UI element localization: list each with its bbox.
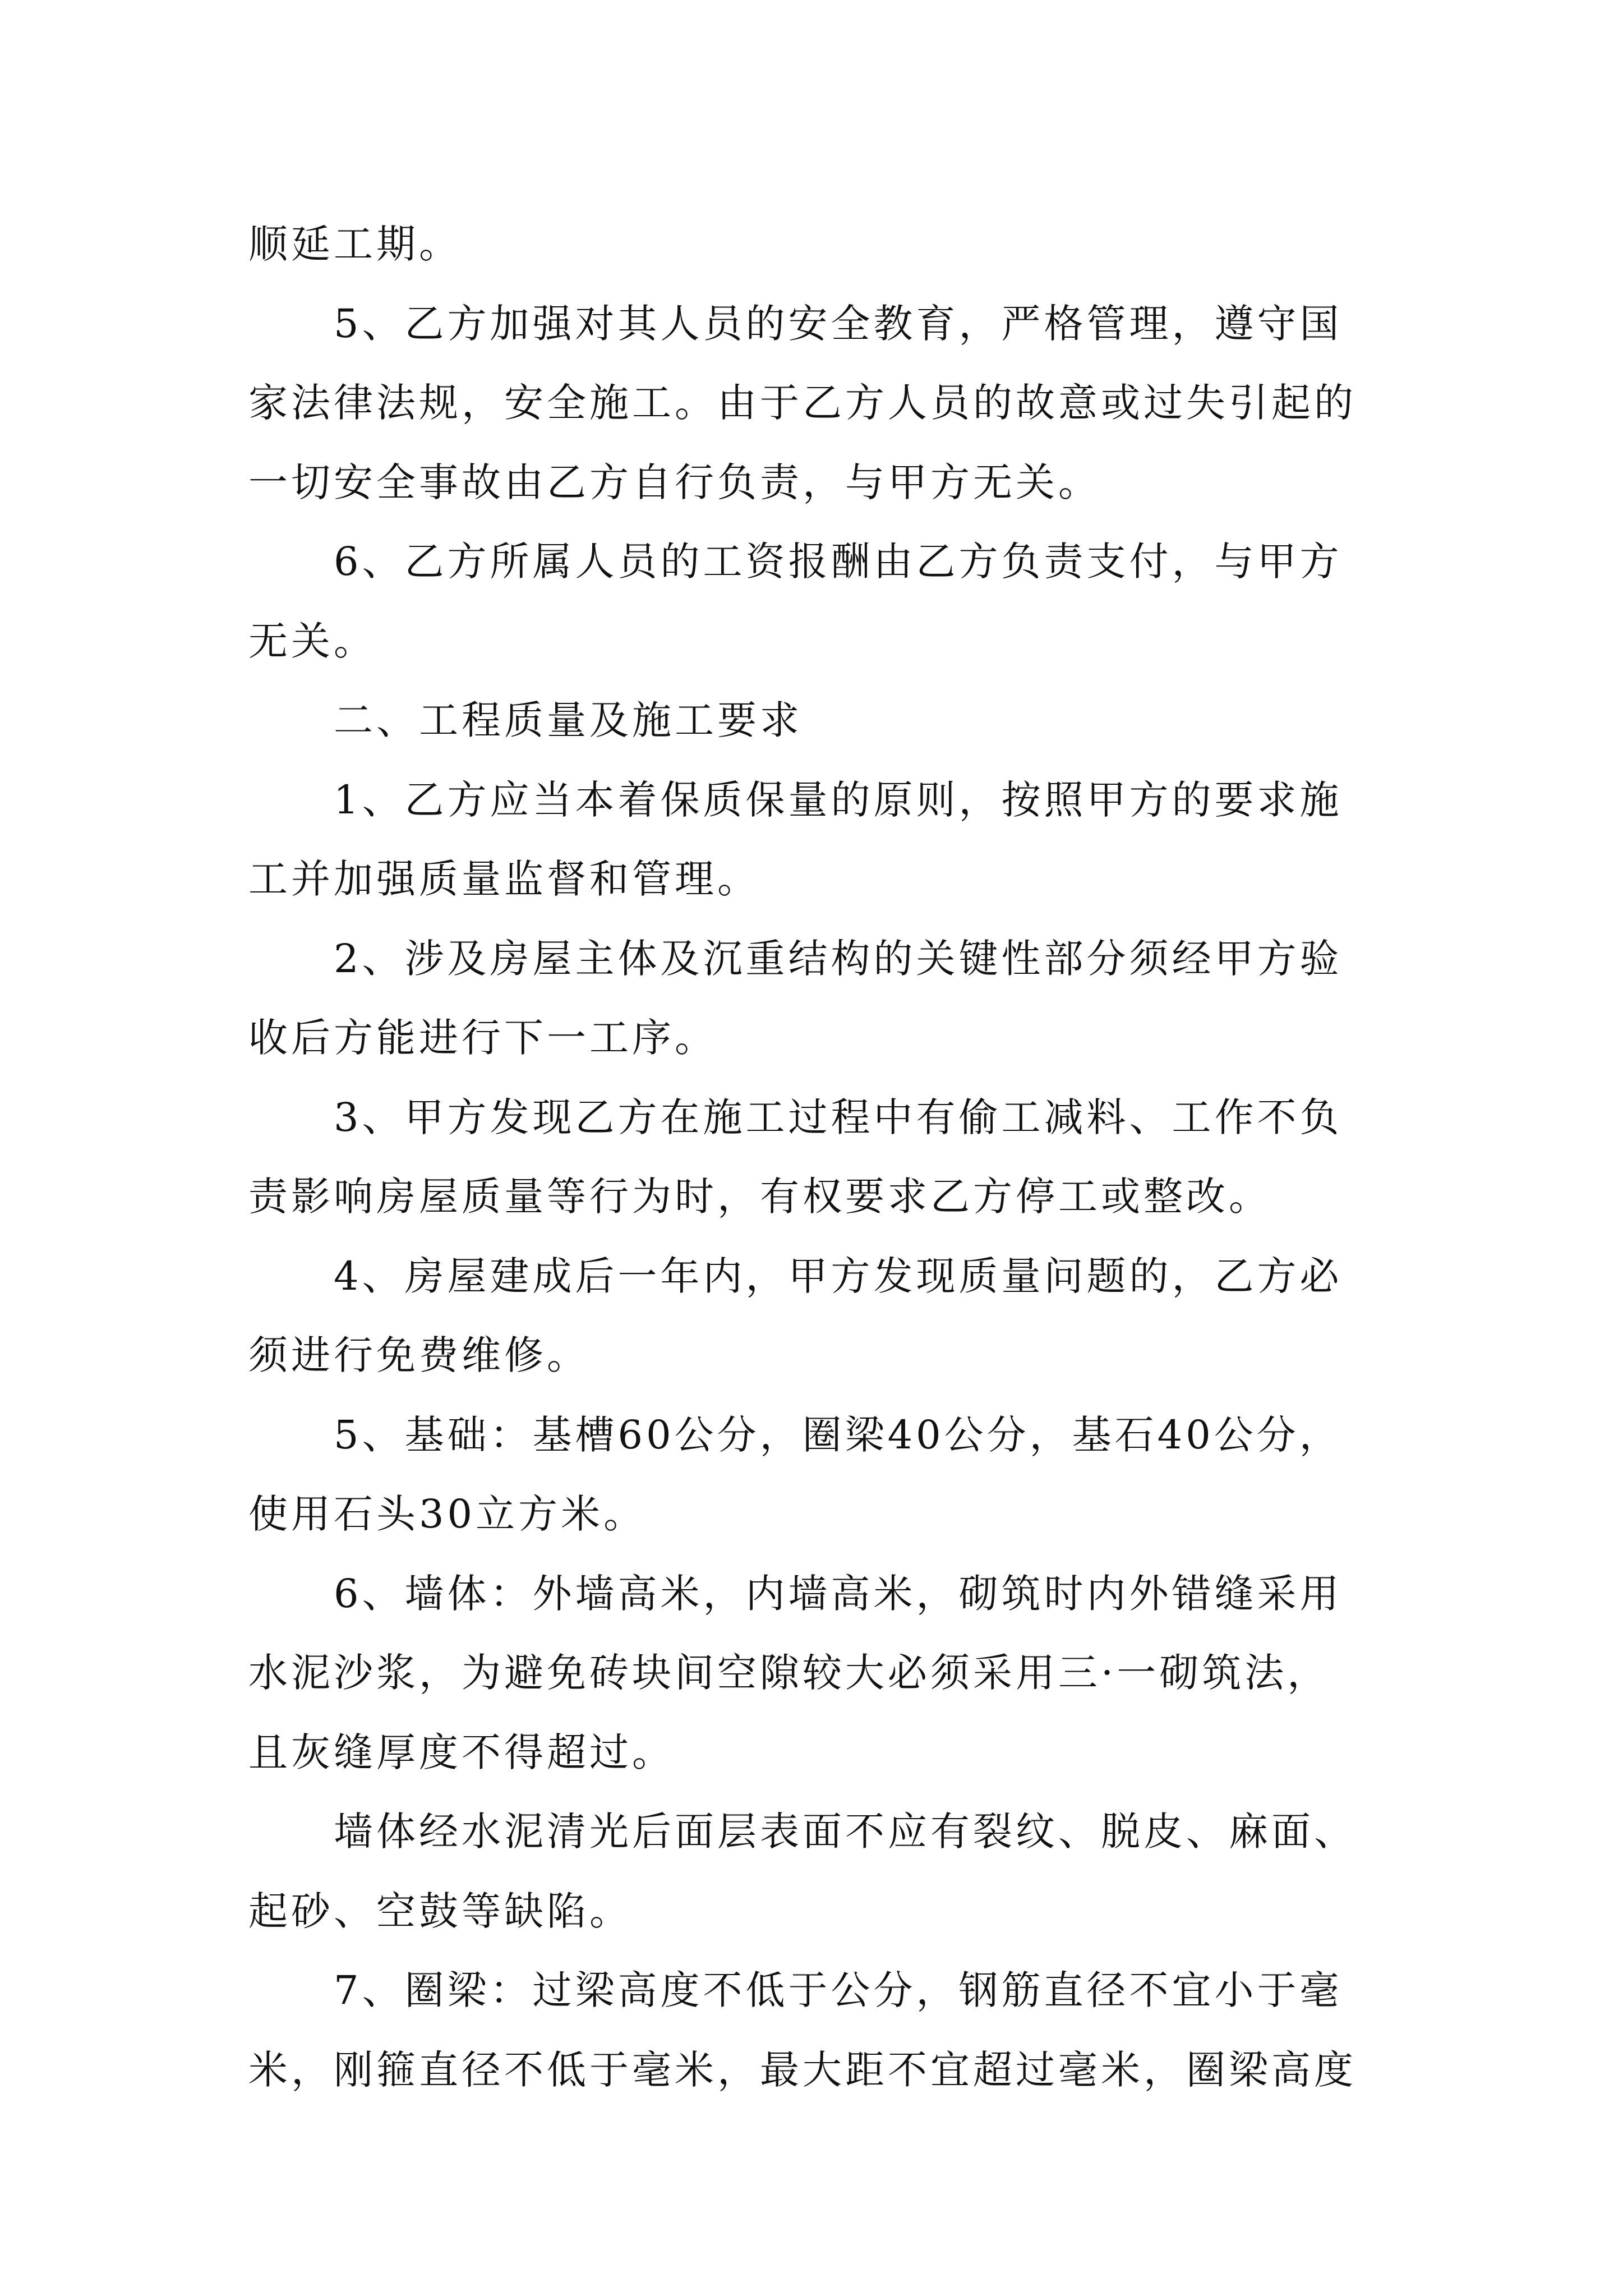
- text-line: 且灰缝厚度不得超过。: [248, 1729, 675, 1775]
- text-line: 二、工程质量及施工要求: [334, 697, 803, 743]
- text-line: 家法律法规，安全施工。由于乙方人员的故意或过失引起的: [248, 380, 1357, 426]
- text-line: 2、涉及房屋主体及沉重结构的关键性部分须经甲方验: [334, 935, 1343, 982]
- text-line: 水泥沙浆，为避免砖块间空隙较大必须采用三·一砌筑法，: [248, 1650, 1330, 1696]
- text-line: 6、墙体：外墙高米，内墙高米，砌筑时内外错缝采用: [334, 1570, 1343, 1617]
- text-line: 一切安全事故由乙方自行负责，与甲方无关。: [248, 459, 1101, 505]
- text-line: 米，刚箍直径不低于毫米，最大距不宜超过毫米，圈梁高度: [248, 2046, 1357, 2093]
- text-line: 责影响房屋质量等行为时，有权要求乙方停工或整改。: [248, 1174, 1271, 1220]
- document-body: [248, 205, 1376, 2110]
- text-line: 工并加强质量监督和管理。: [248, 856, 760, 902]
- text-line: 6、乙方所属人员的工资报酬由乙方负责支付，与甲方: [334, 539, 1343, 585]
- text-line: 无关。: [248, 618, 376, 664]
- text-line: 使用石头30立方米。: [248, 1491, 647, 1537]
- text-line: 起砂、空鼓等缺陷。: [248, 1888, 632, 1934]
- text-line: 须进行免费维修。: [248, 1332, 589, 1378]
- text-line: 1、乙方应当本着保质保量的原则，按照甲方的要求施: [334, 776, 1343, 823]
- text-line: 4、房屋建成后一年内，甲方发现质量问题的，乙方必: [334, 1253, 1343, 1299]
- text-line: 5、乙方加强对其人员的安全教育，严格管理，遵守国: [334, 300, 1343, 347]
- text-line: 7、圈梁：过梁高度不低于公分，钢筋直径不宜小于毫: [334, 1967, 1343, 2013]
- text-line: 墙体经水泥清光后面层表面不应有裂纹、脱皮、麻面、: [334, 1809, 1357, 1855]
- text-line: 顺延工期。: [248, 221, 462, 267]
- text-line: 5、基础：基槽60公分，圈梁40公分，基石40公分，: [334, 1411, 1342, 1458]
- text-line: 3、甲方发现乙方在施工过程中有偷工减料、工作不负: [334, 1094, 1343, 1140]
- text-line: 收后方能进行下一工序。: [248, 1015, 717, 1061]
